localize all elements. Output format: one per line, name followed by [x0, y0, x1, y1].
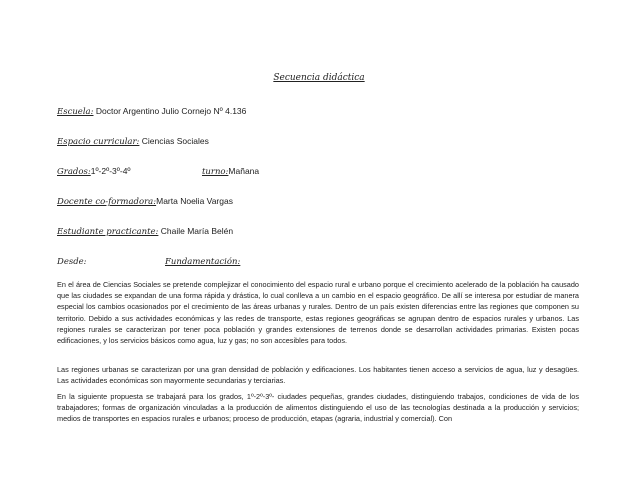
field-grados: [57, 166, 131, 177]
paragraph-1: En el área de Ciencias Sociales se pretende complejizar el conocimiento del espacio rural e urbano porque el crecimiento acelerado de la población ha causado que las ciudades se expandan de una forma rápida y drástica, lo cual conlleva a un cambio en el espacio geográfico. De allí se interesa por estudiar de manera especial los cambios ocasionados por el crecimiento de las áreas urbanas y rurales. Dentro de un país existen diferencias entre las regiones que componen su territorio. Debido a sus actividades económicas y las redes de transporte, estas regiones geográficas se agrupan dentro de espacios rurales y urbanos. Las regiones rurales se caracterizan por tener poca población y grandes extensiones de terrenos donde se desarrollan actividades primarias. Existen pocas edificaciones, y los servicios básicos como agua, luz y gas; no son accesibles para todos.: [57, 280, 579, 346]
grados-value: 1º-2º-3º-4º: [90, 166, 131, 176]
turno-value: Mañana: [228, 166, 260, 176]
document-title: Secuencia didáctica: [273, 73, 365, 83]
estudiante-value: Chaile María Belén: [160, 226, 234, 236]
field-turno: [202, 166, 259, 177]
grados-label: Grados:: [57, 167, 91, 177]
field-estudiante: [57, 226, 233, 237]
paragraph-3: En la siguiente propuesta se trabajará para los grados, 1º-2º-3º- ciudades pequeñas, grandes ciudades, distinguiendo trabajos, condiciones de vida de los trabajadores; formas de organización vinculadas a la producción de alimentos distinguiendo el uso de las tecnologías destinada a la producción y servicios; medios de transportes en espacios rurales e urbanos; proceso de producción, etapas (agraria, industrial y comercial). Con: [57, 392, 579, 424]
escuela-label: Escuela:: [57, 107, 94, 117]
docente-label: Docente co-formadora:: [57, 197, 157, 207]
espacio-curricular-label: Espacio curricular:: [57, 137, 140, 147]
estudiante-label: Estudiante practicante:: [57, 227, 159, 237]
paragraph-2: Las regiones urbanas se caracterizan por una gran densidad de población y edificaciones. Los habitantes tienen acceso a servicios de agua, luz y desagües. Las actividades económicas son mayormente secundarias y terciarias.: [57, 365, 579, 386]
field-docente: [57, 196, 233, 207]
field-desde: [57, 256, 87, 267]
escuela-value: Doctor Argentino Julio Cornejo Nº 4.136: [95, 106, 247, 116]
field-espacio-curricular: [57, 136, 209, 147]
field-fundamentacion: [165, 256, 240, 267]
turno-label: turno:: [202, 167, 229, 177]
espacio-curricular-value: Ciencias Sociales: [141, 136, 209, 146]
fundamentacion-label: Fundamentación:: [165, 257, 241, 267]
docente-value: Marta Noelia Vargas: [156, 196, 233, 206]
field-escuela: [57, 106, 246, 117]
desde-label: Desde:: [57, 257, 87, 267]
